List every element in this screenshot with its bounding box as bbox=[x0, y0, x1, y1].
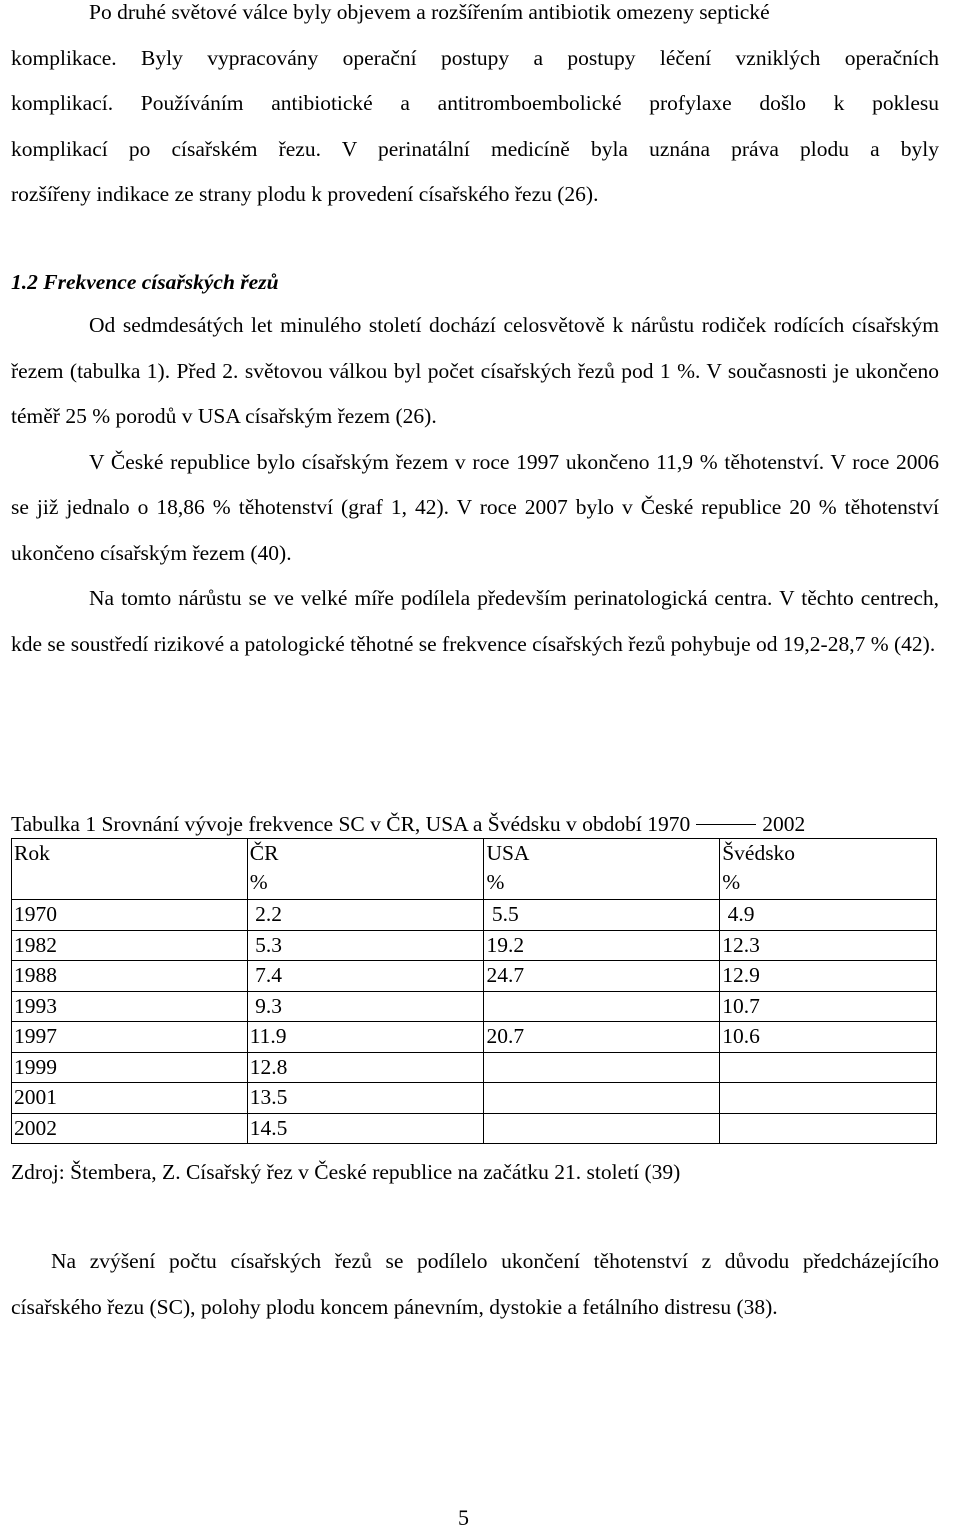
table-row bbox=[12, 991, 937, 1022]
table-cell: 12.3 bbox=[720, 930, 937, 961]
section-paragraph-1: Od sedmdesátých let minulého století dochází celosvětově k nárůstu rodiček rodících císařským řezem (tabulka 1). Před 2. světovou válkou byl počet císařských řezů pod 1 %. V současnosti je ukončeno téměř 25 % porodů v USA císařským řezem (26). bbox=[11, 313, 939, 428]
table-cell: 1988 bbox=[12, 961, 248, 992]
table-cell: 10.7 bbox=[720, 991, 937, 1022]
table-cell bbox=[720, 1052, 937, 1083]
header-name: USA bbox=[486, 841, 530, 865]
table-cell: 20.7 bbox=[484, 1022, 720, 1053]
table-row bbox=[12, 1022, 937, 1053]
table-cell: 12.8 bbox=[247, 1052, 484, 1083]
table-cell bbox=[720, 1083, 937, 1114]
page-number: 5 bbox=[458, 1505, 469, 1530]
table-row bbox=[12, 1083, 937, 1114]
table-cell: 1982 bbox=[12, 930, 248, 961]
table-cell: 2.2 bbox=[247, 900, 484, 931]
table-cell: 5.5 bbox=[484, 900, 720, 931]
header-unit: % bbox=[486, 870, 505, 894]
table-cell: 1993 bbox=[12, 991, 248, 1022]
table-cell: 1999 bbox=[12, 1052, 248, 1083]
table-cell bbox=[484, 1113, 720, 1144]
table-cell: 2001 bbox=[12, 1083, 248, 1114]
section-paragraph-2: V České republice bylo císařským řezem v roce 1997 ukončeno 11,9 % těhotenství. V roce 2006 se již jednalo o 18,86 % těhotenství (graf 1, 42). V roce 2007 bylo v České republice 20 % těhotenství ukončeno císařským řezem (40). bbox=[11, 449, 939, 565]
section-paragraph-3: Na tomto nárůstu se ve velké míře podílela především perinatologická centra. V těchto centrech, kde se soustředí rizikové a patologické těhotné se frekvence císařských řezů pohybuje od 19,2-28,7 % (42). bbox=[11, 586, 939, 656]
intro-line: rozšířeny indikace ze strany plodu k provedení císařského řezu (26). bbox=[11, 182, 599, 206]
header-unit: % bbox=[722, 870, 741, 894]
table-header-row bbox=[12, 839, 937, 900]
closing-paragraph: Na zvýšení počtu císařských řezů se podílelo ukončení těhotenství z důvodu předcházejícího císařského řezu (SC), polohy plodu koncem pánevním, dystokie a fetálního distresu (38). bbox=[11, 1249, 939, 1319]
header-cell bbox=[247, 839, 484, 900]
table-row bbox=[12, 900, 937, 931]
header-name: Švédsko bbox=[722, 841, 796, 865]
table-cell: 13.5 bbox=[247, 1083, 484, 1114]
header-cell bbox=[12, 839, 248, 900]
table-source: Zdroj: Štembera, Z. Císařský řez v České republice na začátku 21. století (39) bbox=[11, 1160, 681, 1184]
table-cell: 2002 bbox=[12, 1113, 248, 1144]
header-cell bbox=[484, 839, 720, 900]
table-cell: 24.7 bbox=[484, 961, 720, 992]
header-name: ČR bbox=[249, 841, 279, 865]
table-cell: 12.9 bbox=[720, 961, 937, 992]
table-caption-year-end: 2002 bbox=[762, 812, 806, 836]
intro-line: komplikace. Byly vypracovány operační postupy a postupy léčení vzniklých operačních bbox=[11, 45, 939, 70]
table-row bbox=[12, 1113, 937, 1144]
frequency-table bbox=[11, 838, 937, 1144]
table-cell: 19.2 bbox=[484, 930, 720, 961]
table-cell: 1997 bbox=[12, 1022, 248, 1053]
table-caption-text: Tabulka 1 Srovnání vývoje frekvence SC v ČR, USA a Švédsku v období 1970 bbox=[11, 812, 691, 836]
table-cell: 9.3 bbox=[247, 991, 484, 1022]
intro-paragraph bbox=[11, 0, 939, 218]
section-body bbox=[11, 303, 939, 667]
table-cell: 4.9 bbox=[720, 900, 937, 931]
section-heading: 1.2 Frekvence císařských řezů bbox=[11, 270, 279, 294]
table-cell bbox=[720, 1113, 937, 1144]
header-name: Rok bbox=[14, 841, 50, 865]
table-cell bbox=[484, 991, 720, 1022]
table-cell bbox=[484, 1083, 720, 1114]
header-unit: % bbox=[249, 870, 268, 894]
table-cell: 10.6 bbox=[720, 1022, 937, 1053]
table-cell: 11.9 bbox=[247, 1022, 484, 1053]
table-row bbox=[12, 961, 937, 992]
table-body bbox=[12, 900, 937, 1144]
intro-line: komplikací po císařském řezu. V perinatální medicíně byla uznána práva plodu a byly bbox=[11, 136, 939, 161]
table-row bbox=[12, 1052, 937, 1083]
table-row bbox=[12, 930, 937, 961]
intro-line: komplikací. Používáním antibiotické a antitromboembolické profylaxe došlo k poklesu bbox=[11, 91, 939, 115]
closing-paragraph-block bbox=[11, 1239, 939, 1330]
table-cell: 1970 bbox=[12, 900, 248, 931]
caption-dash bbox=[696, 824, 756, 825]
table-cell: 14.5 bbox=[247, 1113, 484, 1144]
intro-line: Po druhé světové válce byly objevem a rozšířením antibiotik omezeny septické bbox=[89, 0, 770, 24]
table-cell: 5.3 bbox=[247, 930, 484, 961]
table-cell: 7.4 bbox=[247, 961, 484, 992]
header-cell bbox=[720, 839, 937, 900]
table-cell bbox=[484, 1052, 720, 1083]
table-caption bbox=[11, 807, 939, 841]
